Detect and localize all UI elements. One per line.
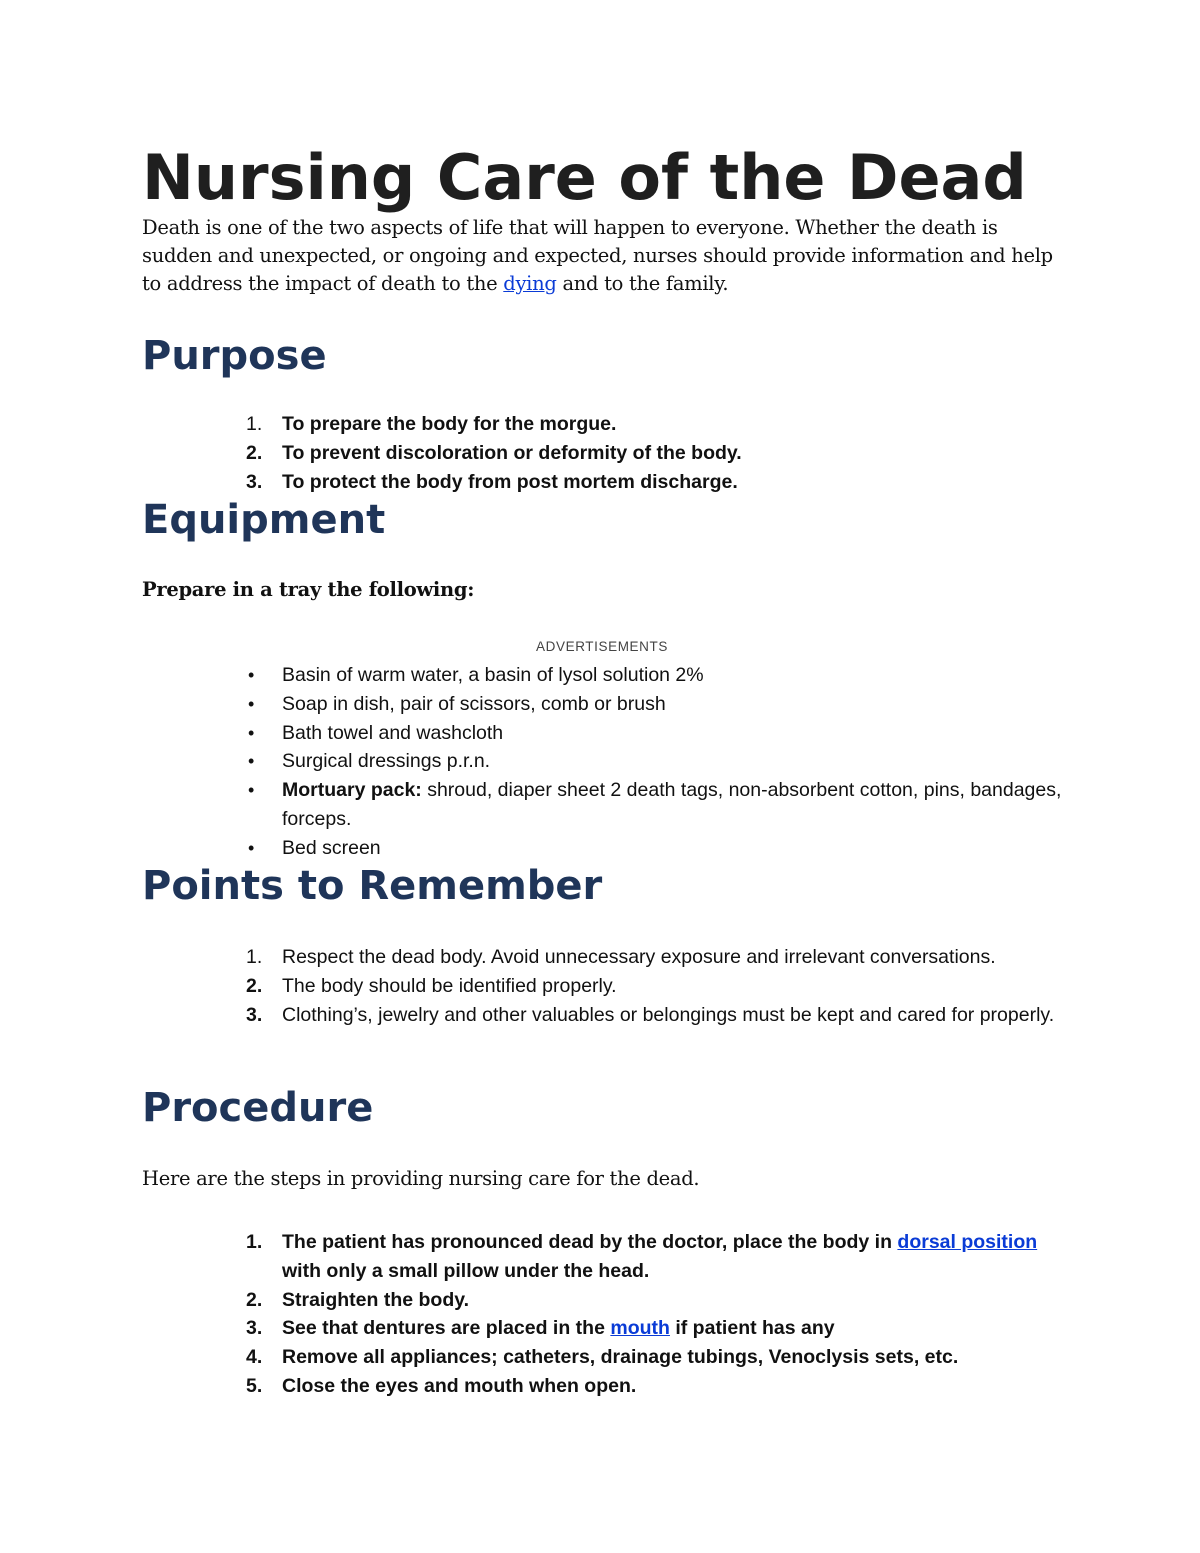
- item-text: Respect the dead body. Avoid unnecessary exposure and irrelevant conversations.: [282, 946, 996, 968]
- item-number: 5.: [246, 1374, 263, 1397]
- item-number: 3.: [246, 1317, 263, 1340]
- dorsal-position-link[interactable]: dorsal position: [897, 1231, 1038, 1253]
- list-item: [142, 1372, 1062, 1401]
- list-item: [142, 1001, 1062, 1030]
- item-text: Basin of warm water, a basin of lysol solution 2%: [282, 664, 704, 686]
- item-text: To prepare the body for the morgue.: [282, 413, 617, 435]
- points-heading: Points to Remember: [142, 863, 603, 909]
- item-number: 2.: [246, 974, 263, 997]
- list-item: [142, 834, 1062, 863]
- item-number: 1.: [246, 946, 263, 968]
- list-item: [142, 661, 1062, 690]
- item-text: Bath towel and washcloth: [282, 721, 504, 744]
- advertisements-label: ADVERTISEMENTS: [536, 639, 668, 654]
- purpose-list: [142, 410, 1062, 496]
- bullet-icon: •: [248, 665, 255, 685]
- item-number: 2.: [246, 441, 263, 464]
- bullet-icon: •: [248, 780, 255, 801]
- item-text-end: if patient has any: [669, 1317, 835, 1340]
- item-text: Straighten the body.: [282, 1288, 470, 1311]
- bullet-icon: •: [248, 693, 255, 714]
- list-item: [142, 410, 1062, 439]
- item-text: See that dentures are placed in the: [282, 1317, 611, 1340]
- item-text: shroud, diaper sheet 2 death tags, non-absorbent cotton, pins, bandages, forceps.: [282, 779, 1062, 830]
- equipment-lead: Prepare in a tray the following:: [142, 578, 475, 601]
- bullet-icon: •: [248, 722, 255, 743]
- item-number: 2.: [246, 1288, 263, 1311]
- item-text: Bed screen: [282, 836, 381, 859]
- item-text: To prevent discoloration or deformity of the body.: [282, 441, 742, 464]
- intro-text: Death is one of the two aspects of life that will happen to everyone. Whether the death is sudden and unexpected, or ongoing and expected, nurses should provide information and help to address the impact of death to the: [142, 216, 1053, 295]
- item-number: 1.: [246, 1231, 263, 1253]
- equipment-list: [142, 661, 1062, 863]
- list-item: [142, 776, 1062, 834]
- list-item: [142, 1343, 1062, 1372]
- item-number: 3.: [246, 470, 263, 493]
- item-text: Remove all appliances; catheters, drainage tubings, Venoclysis sets, etc.: [282, 1346, 959, 1369]
- list-item: [142, 690, 1062, 719]
- intro-text-end: and to the family.: [556, 272, 729, 295]
- list-item: [142, 1314, 1062, 1343]
- item-text: The patient has pronounced dead by the doctor, place the body in: [282, 1231, 898, 1253]
- page-title: Nursing Care of the Dead: [142, 141, 1027, 214]
- item-label: Mortuary pack:: [282, 779, 422, 802]
- item-text: Surgical dressings p.r.n.: [282, 750, 491, 773]
- list-item: [142, 1228, 1062, 1286]
- procedure-heading: Procedure: [142, 1085, 374, 1131]
- bullet-icon: •: [248, 837, 255, 858]
- item-text: Soap in dish, pair of scissors, comb or brush: [282, 692, 666, 715]
- equipment-heading: Equipment: [142, 497, 386, 543]
- item-number: 4.: [246, 1346, 263, 1369]
- item-number: 1.: [246, 413, 263, 435]
- list-item: [142, 943, 1062, 972]
- item-text: To protect the body from post mortem discharge.: [282, 470, 738, 493]
- procedure-list: [142, 1228, 1062, 1401]
- item-text: Clothing’s, jewelry and other valuables or belongings must be kept and cared for properly.: [282, 1003, 1055, 1026]
- list-item: [142, 468, 1062, 497]
- mouth-link[interactable]: mouth: [610, 1317, 670, 1340]
- item-number: 3.: [246, 1003, 263, 1026]
- list-item: [142, 439, 1062, 468]
- item-text-end: with only a small pillow under the head.: [282, 1259, 650, 1282]
- list-item: [142, 747, 1062, 776]
- purpose-heading: Purpose: [142, 333, 327, 379]
- item-text: Close the eyes and mouth when open.: [282, 1374, 637, 1397]
- bullet-icon: •: [248, 751, 255, 772]
- intro-paragraph: [142, 214, 1062, 298]
- procedure-lead: Here are the steps in providing nursing care for the dead.: [142, 1167, 700, 1190]
- dying-link[interactable]: dying: [503, 272, 557, 295]
- item-text: The body should be identified properly.: [282, 974, 617, 997]
- points-list: [142, 943, 1062, 1029]
- list-item: [142, 719, 1062, 748]
- list-item: [142, 1286, 1062, 1315]
- list-item: [142, 972, 1062, 1001]
